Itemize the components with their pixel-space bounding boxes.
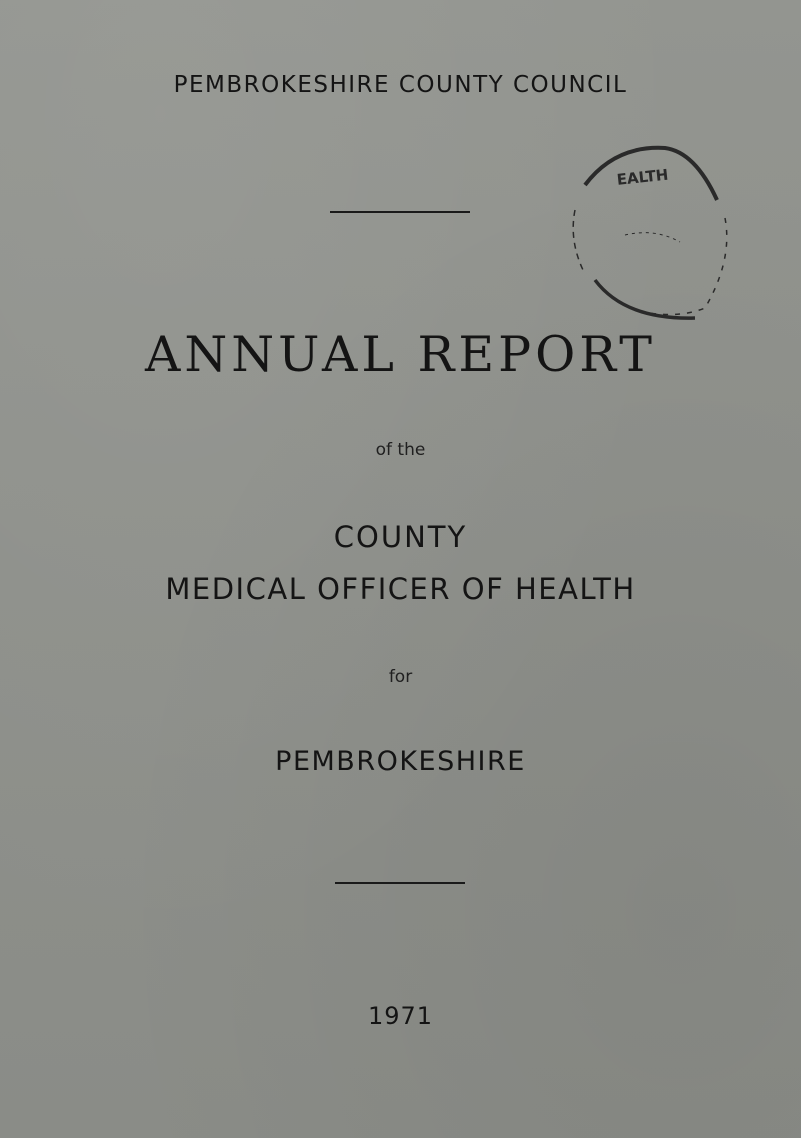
report-year: 1971 [367, 1002, 434, 1030]
connector-of-the: of the [375, 440, 426, 460]
divider-top [330, 211, 470, 213]
library-stamp-icon [555, 140, 735, 325]
stamp-text: EALTH [615, 165, 670, 189]
subtitle-county: COUNTY [333, 520, 468, 554]
connector-for: for [388, 667, 413, 687]
subtitle-medical-officer: MEDICAL OFFICER OF HEALTH [165, 572, 636, 606]
divider-bottom [335, 882, 465, 884]
council-name: PEMBROKESHIRE COUNTY COUNCIL [173, 72, 628, 98]
county-name: PEMBROKESHIRE [275, 746, 526, 777]
report-title: ANNUAL REPORT [145, 326, 656, 383]
